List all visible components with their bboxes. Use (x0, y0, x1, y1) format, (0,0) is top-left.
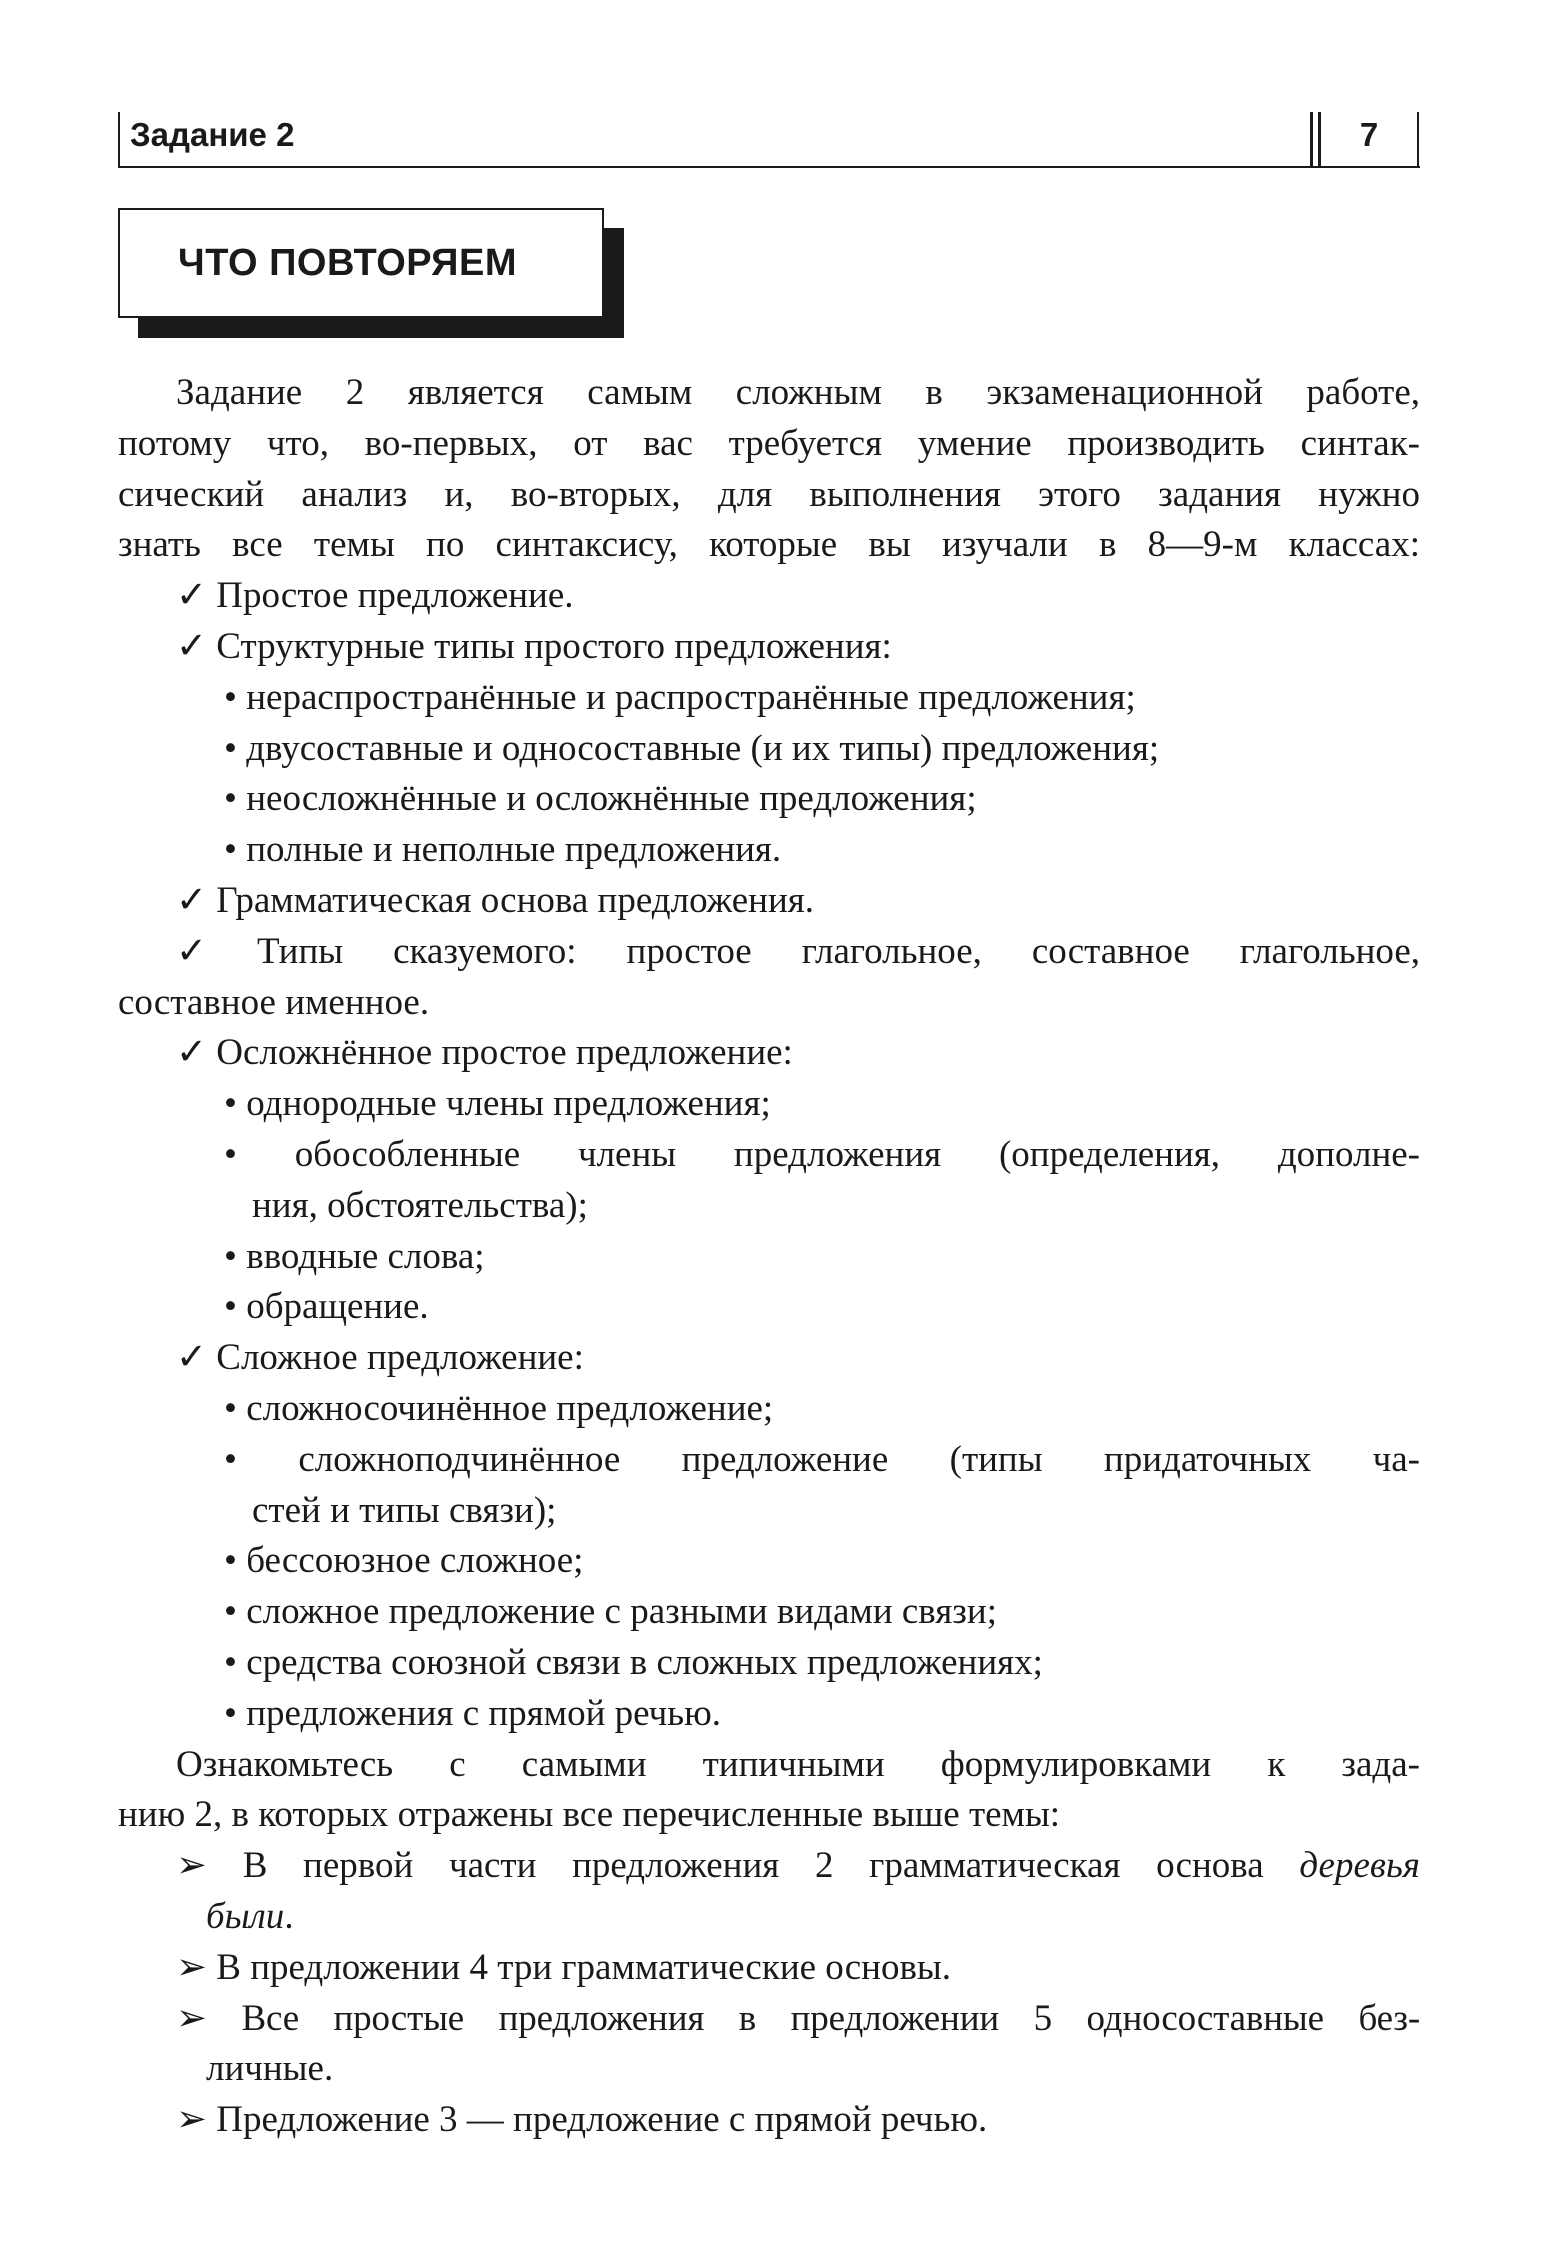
subtopic-text: сложное предложение с разными видами связи; (246, 1591, 997, 1633)
bullet-icon: • (224, 829, 237, 871)
outro-line: Ознакомьтесь с самыми типичными формулировками к зада- (176, 1743, 1420, 1785)
formulation-text: . (284, 1895, 294, 1937)
check-icon: ✓ (176, 1337, 208, 1379)
intro-line: Задание 2 является самым сложным в экзаменационной работе, (176, 372, 1420, 413)
formulation-text: В первой части предложения 2 грамматическая основа (242, 1845, 1264, 1887)
subtopic-text: нераспространённые и распространённые предложения; (246, 676, 1136, 718)
subtopic-item (118, 1079, 1420, 1130)
bullet-icon: • (224, 1641, 237, 1683)
topic-text: Простое предложение. (216, 575, 574, 617)
header-section-title: Задание 2 (130, 116, 295, 153)
bullet-icon: • (224, 727, 237, 769)
subtopic-item (118, 1232, 1420, 1283)
header-divider (1310, 112, 1313, 166)
subtopic-text: вводные слова; (246, 1235, 485, 1277)
subtopic-item (118, 1587, 1420, 1638)
subtopic-text: обособленные члены предложения (определения, дополне- (294, 1133, 1420, 1175)
topic-text: Типы сказуемого: простое глагольное, составное глагольное, (256, 930, 1421, 972)
intro-line: потому что, во-первых, от вас требуется умение производить синтак- (118, 422, 1420, 464)
formulation-text: Предложение 3 — предложение с прямой речью. (216, 2099, 988, 2141)
formulation-italic: были (206, 1895, 285, 1937)
topic-item (118, 571, 1420, 622)
section-heading-box (118, 208, 624, 338)
subtopic-text: предложения с прямой речью. (246, 1692, 722, 1734)
arrow-icon: ➢ (176, 2099, 208, 2141)
topic-text: Сложное предложение: (216, 1337, 584, 1379)
check-icon: ✓ (176, 575, 208, 617)
topic-continuation: составное именное. (118, 981, 430, 1023)
bullet-icon: • (224, 1591, 237, 1633)
arrow-icon: ➢ (176, 1845, 208, 1887)
subtopic-text: полные и неполные предложения. (246, 829, 782, 871)
arrow-icon: ➢ (176, 1997, 207, 2039)
bullet-icon: • (224, 1540, 237, 1582)
subtopic-item (118, 724, 1420, 775)
formulation-item (118, 1994, 1420, 2045)
header-left-rule (118, 112, 120, 166)
topic-text: Структурные типы простого предложения: (216, 625, 892, 667)
bullet-icon: • (224, 1133, 237, 1175)
bullet-icon: • (224, 1438, 237, 1480)
subtopic-item (118, 1384, 1420, 1435)
check-icon: ✓ (176, 625, 208, 667)
formulation-item (118, 1943, 1420, 1994)
topic-item (118, 876, 1420, 927)
outro-line: нию 2, в которых отражены все перечисленные выше темы: (118, 1794, 1061, 1836)
subtopic-text: сложносочинённое предложение; (246, 1387, 774, 1429)
section-heading: ЧТО ПОВТОРЯЕМ (178, 241, 517, 284)
subtopic-continuation: ния, обстоятельства); (252, 1184, 588, 1226)
topic-item (118, 1333, 1420, 1384)
bullet-icon: • (224, 676, 237, 718)
subtopic-item (118, 825, 1420, 876)
arrow-icon: ➢ (176, 1946, 208, 1988)
page-number: 7 (1359, 116, 1379, 153)
subtopic-continuation: стей и типы связи); (252, 1489, 557, 1531)
subtopic-item (118, 1638, 1420, 1689)
subtopic-text: двусоставные и односоставные (и их типы) предложения; (246, 727, 1160, 769)
header-right-rule (1417, 112, 1419, 166)
topic-text: Осложнённое простое предложение: (216, 1032, 793, 1074)
subtopic-item (118, 1130, 1420, 1181)
subtopic-text: обращение. (246, 1286, 429, 1328)
formulation-italic: деревья (1299, 1845, 1421, 1887)
check-icon: ✓ (176, 930, 208, 972)
formulation-continuation (118, 1892, 1420, 1943)
running-header (118, 112, 1420, 168)
subtopic-item (118, 1435, 1420, 1486)
subtopic-text: сложноподчинённое предложение (типы придаточных ча- (298, 1438, 1420, 1480)
heading-frame (118, 208, 604, 318)
formulation-continuation: личные. (206, 2048, 334, 2090)
subtopic-item (118, 1536, 1420, 1587)
topic-item (118, 622, 1420, 673)
formulation-text: Все простые предложения в предложении 5 односоставные без- (241, 1997, 1421, 2039)
bullet-icon: • (224, 1692, 237, 1734)
bullet-icon: • (224, 778, 237, 820)
bullet-icon: • (224, 1235, 237, 1277)
intro-line: знать все темы по синтаксису, которые вы изучали в 8—9-м классах: (118, 524, 1420, 566)
topic-item (118, 1028, 1420, 1079)
topic-item (118, 927, 1420, 978)
bullet-icon: • (224, 1083, 237, 1125)
subtopic-item (118, 673, 1420, 724)
page-body (118, 368, 1420, 2146)
subtopic-text: неосложнённые и осложнённые предложения; (246, 778, 977, 820)
formulation-item (118, 1841, 1420, 1892)
formulation-item (118, 2095, 1420, 2146)
intro-line: сический анализ и, во-вторых, для выполнения этого задания нужно (118, 473, 1420, 515)
subtopic-item (118, 1282, 1420, 1333)
subtopic-text: средства союзной связи в сложных предложениях; (246, 1641, 1043, 1683)
subtopic-text: бессоюзное сложное; (246, 1540, 584, 1582)
subtopic-text: однородные члены предложения; (246, 1083, 771, 1125)
check-icon: ✓ (176, 879, 208, 921)
check-icon: ✓ (176, 1032, 208, 1074)
topic-text: Грамматическая основа предложения. (216, 879, 815, 921)
bullet-icon: • (224, 1286, 237, 1328)
bullet-icon: • (224, 1387, 237, 1429)
formulation-text: В предложении 4 три грамматические основы. (216, 1946, 952, 1988)
subtopic-item (118, 774, 1420, 825)
subtopic-item (118, 1689, 1420, 1740)
